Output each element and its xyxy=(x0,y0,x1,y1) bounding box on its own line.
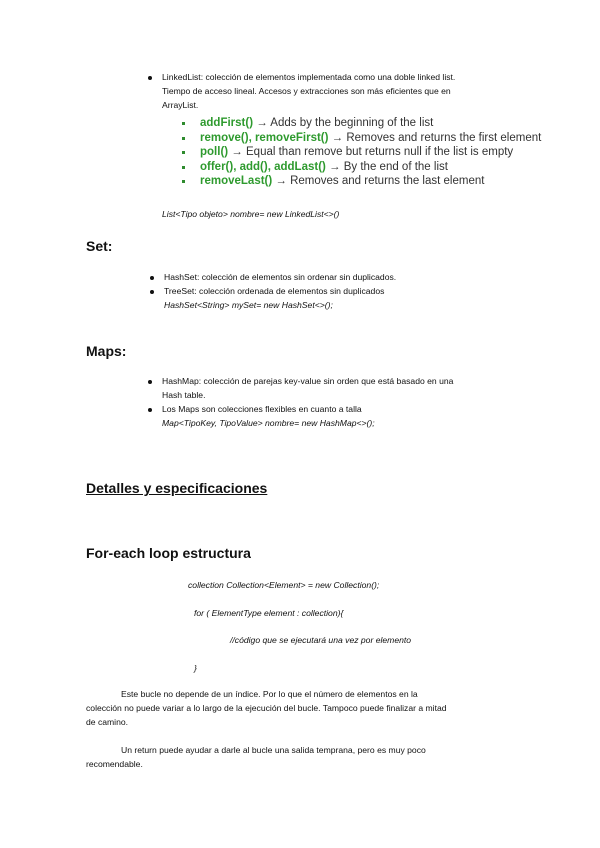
set-code: HashSet<String> mySet= new HashSet<>(); xyxy=(164,300,333,310)
set-heading: Set: xyxy=(86,238,113,254)
bullet xyxy=(150,276,154,280)
method-name: offer(), add(), addLast() xyxy=(200,160,326,173)
foreach-code3: //código que se ejecutará una vez por elemento xyxy=(230,635,412,645)
foreach-heading: For-each loop estructura xyxy=(86,545,251,561)
foreach-para2-line2: recomendable. xyxy=(86,759,143,769)
details-heading: Detalles y especificaciones xyxy=(86,480,268,496)
foreach-para2-line1: Un return puede ayudar a darle al bucle una salida temprana, pero es muy poco xyxy=(121,745,426,755)
green-bullet-icon xyxy=(182,137,185,140)
method-item xyxy=(182,145,541,160)
maps-item1-line1: HashMap: colección de parejas key-value sin orden que está basado en una xyxy=(162,376,454,386)
method-item xyxy=(182,131,541,146)
bullet xyxy=(148,76,152,80)
method-item xyxy=(182,174,541,189)
linkedlist-code: List<Tipo objeto> nombre= new LinkedList<>() xyxy=(162,209,340,219)
method-name: removeLast() xyxy=(200,175,273,188)
maps-item2: Los Maps son colecciones flexibles en cuanto a talla xyxy=(162,404,362,414)
foreach-code2: for ( ElementType element : collection){ xyxy=(194,608,344,618)
method-desc: → By the end of the list xyxy=(325,160,448,173)
linkedlist-line2: Tiempo de acceso lineal. Accesos y extracciones son más eficientes que en xyxy=(162,86,451,96)
method-desc: → Removes and returns the last element xyxy=(272,175,485,188)
method-desc: → Removes and returns the first element xyxy=(328,131,542,144)
green-bullet-icon xyxy=(182,166,185,169)
bullet xyxy=(148,380,152,384)
linkedlist-methods xyxy=(182,116,541,189)
method-desc: → Adds by the beginning of the list xyxy=(253,117,434,129)
set-item1: HashSet: colección de elementos sin ordenar sin duplicados. xyxy=(164,272,397,282)
maps-item1-line2: Hash table. xyxy=(162,390,206,400)
foreach-para1-line3: de camino. xyxy=(86,717,129,727)
method-name: poll() xyxy=(200,146,229,159)
method-name: remove(), removeFirst() xyxy=(200,131,329,144)
maps-heading: Maps: xyxy=(86,343,127,359)
foreach-para1-line1: Este bucle no depende de un índice. Por lo que el número de elementos en la xyxy=(121,689,418,699)
method-desc: → Equal than remove but returns null if the list is empty xyxy=(228,146,514,159)
method-item xyxy=(182,116,541,131)
bullet xyxy=(148,408,152,412)
linkedlist-line3: ArrayList. xyxy=(162,100,199,110)
foreach-para1-line2: colección no puede variar a lo largo de la ejecución del bucle. Tampoco puede finalizar a mitad xyxy=(86,703,447,713)
maps-code: Map<TipoKey, TipoValue> nombre= new HashMap<>(); xyxy=(162,418,375,428)
green-bullet-icon xyxy=(182,151,185,154)
foreach-code4: } xyxy=(194,663,197,673)
foreach-code1: collection Collection<Element> = new Collection(); xyxy=(188,580,380,590)
method-item xyxy=(182,160,541,175)
set-item2: TreeSet: colección ordenada de elementos sin duplicados xyxy=(164,286,385,296)
green-bullet-icon xyxy=(182,180,185,183)
method-name: addFirst() xyxy=(200,117,254,129)
bullet xyxy=(150,290,154,294)
green-bullet-icon xyxy=(182,122,185,125)
linkedlist-line1: LinkedList: colección de elementos implementada como una doble linked list. xyxy=(162,72,456,82)
